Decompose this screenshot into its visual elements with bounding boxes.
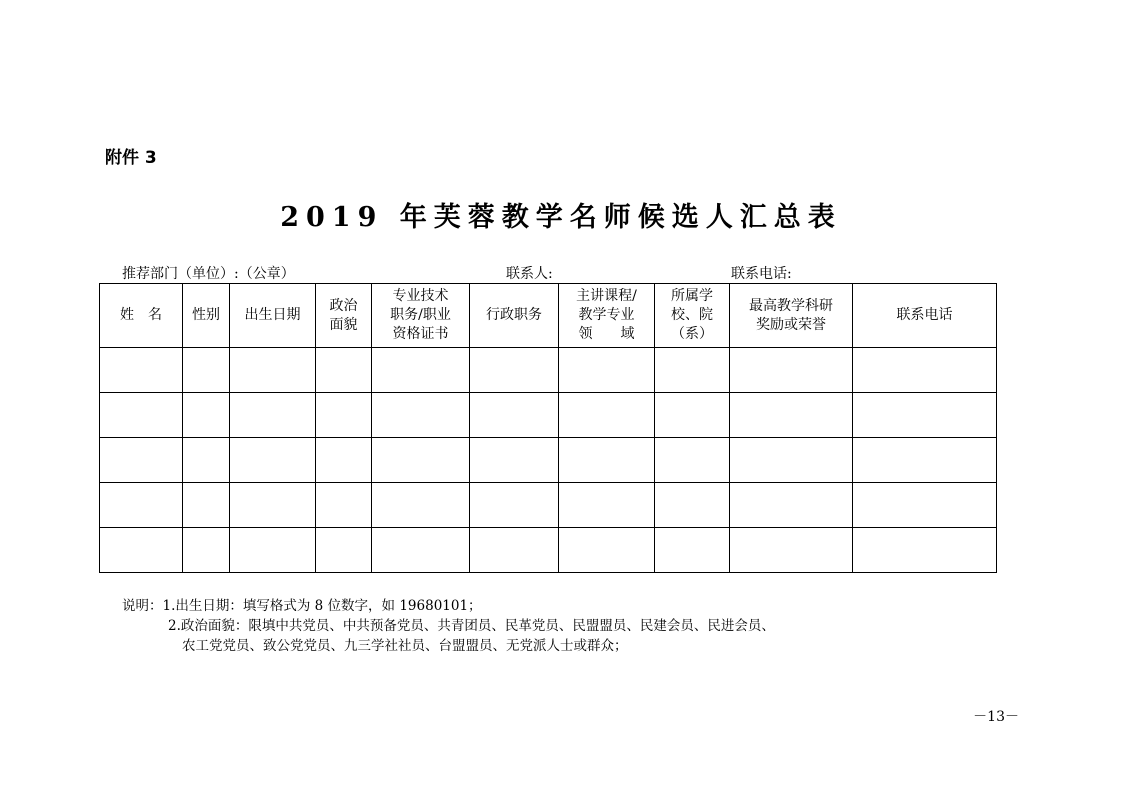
table-cell[interactable] [853, 438, 997, 483]
header-political-status: 政治 面貌 [316, 284, 372, 348]
header-school-department: 所属学 校、院 （系） [655, 284, 730, 348]
contact-person-label: 联系人: [506, 266, 553, 282]
table-cell[interactable] [730, 483, 853, 528]
table-cell[interactable] [183, 528, 230, 573]
header-administrative-post: 行政职务 [470, 284, 559, 348]
table-cell[interactable] [853, 393, 997, 438]
table-cell[interactable] [559, 483, 655, 528]
table-cell[interactable] [100, 528, 183, 573]
table-cell[interactable] [730, 348, 853, 393]
table-cell[interactable] [183, 348, 230, 393]
note-line-1: 说明：1.出生日期：填写格式为 8 位数字，如 19680101； [122, 598, 482, 614]
table-cell[interactable] [100, 438, 183, 483]
table-cell[interactable] [372, 528, 470, 573]
table-cell[interactable] [230, 348, 316, 393]
header-main-course: 主讲课程/ 教学专业 领 域 [559, 284, 655, 348]
table-row [100, 438, 997, 483]
table-cell[interactable] [655, 483, 730, 528]
table-cell[interactable] [316, 348, 372, 393]
table-header-row [100, 284, 997, 348]
notes-section [122, 596, 775, 656]
table-cell[interactable] [470, 483, 559, 528]
note-line-2: 2.政治面貌：限填中共党员、中共预备党员、共青团员、民革党员、民盟盟员、民建会员、民进会员、 [168, 618, 775, 634]
table-cell[interactable] [372, 393, 470, 438]
table-cell[interactable] [316, 438, 372, 483]
table-cell[interactable] [470, 348, 559, 393]
table-row [100, 393, 997, 438]
table-cell[interactable] [470, 438, 559, 483]
table-cell[interactable] [655, 348, 730, 393]
table-cell[interactable] [372, 348, 470, 393]
table-cell[interactable] [100, 483, 183, 528]
table-cell[interactable] [853, 483, 997, 528]
table-cell[interactable] [853, 348, 997, 393]
table-cell[interactable] [230, 528, 316, 573]
table-cell[interactable] [100, 348, 183, 393]
table-row [100, 483, 997, 528]
table-cell[interactable] [655, 528, 730, 573]
table-cell[interactable] [183, 393, 230, 438]
header-name: 姓 名 [100, 284, 183, 348]
table-cell[interactable] [470, 528, 559, 573]
header-gender: 性别 [183, 284, 230, 348]
table-cell[interactable] [183, 483, 230, 528]
contact-phone-label: 联系电话: [731, 266, 792, 282]
table-cell[interactable] [316, 528, 372, 573]
table-row [100, 348, 997, 393]
table-row [100, 528, 997, 573]
table-cell[interactable] [655, 438, 730, 483]
header-birth-date: 出生日期 [230, 284, 316, 348]
table-cell[interactable] [316, 483, 372, 528]
candidate-summary-table [99, 283, 997, 573]
table-cell[interactable] [559, 393, 655, 438]
table-cell[interactable] [470, 393, 559, 438]
table-cell[interactable] [559, 348, 655, 393]
table-cell[interactable] [230, 438, 316, 483]
table-cell[interactable] [730, 438, 853, 483]
header-professional-title: 专业技术 职务/职业 资格证书 [372, 284, 470, 348]
table-cell[interactable] [100, 393, 183, 438]
header-highest-award: 最高教学科研 奖励或荣誉 [730, 284, 853, 348]
table-cell[interactable] [730, 528, 853, 573]
department-label: 推荐部门（单位）:（公章） [122, 266, 295, 282]
table-cell[interactable] [853, 528, 997, 573]
table-cell[interactable] [230, 393, 316, 438]
table-cell[interactable] [559, 438, 655, 483]
note-line-3: 农工党党员、致公党党员、九三学社社员、台盟盟员、无党派人士或群众； [182, 638, 628, 654]
table-cell[interactable] [183, 438, 230, 483]
table-cell[interactable] [230, 483, 316, 528]
table-cell[interactable] [372, 438, 470, 483]
header-phone: 联系电话 [853, 284, 997, 348]
form-title: 2019 年芙蓉教学名师候选人汇总表 [280, 202, 842, 233]
attachment-label: 附件 3 [105, 148, 157, 168]
page-number: －13－ [973, 709, 1019, 725]
table-cell[interactable] [559, 528, 655, 573]
table-cell[interactable] [730, 393, 853, 438]
table-cell[interactable] [316, 393, 372, 438]
table-cell[interactable] [372, 483, 470, 528]
table-cell[interactable] [655, 393, 730, 438]
